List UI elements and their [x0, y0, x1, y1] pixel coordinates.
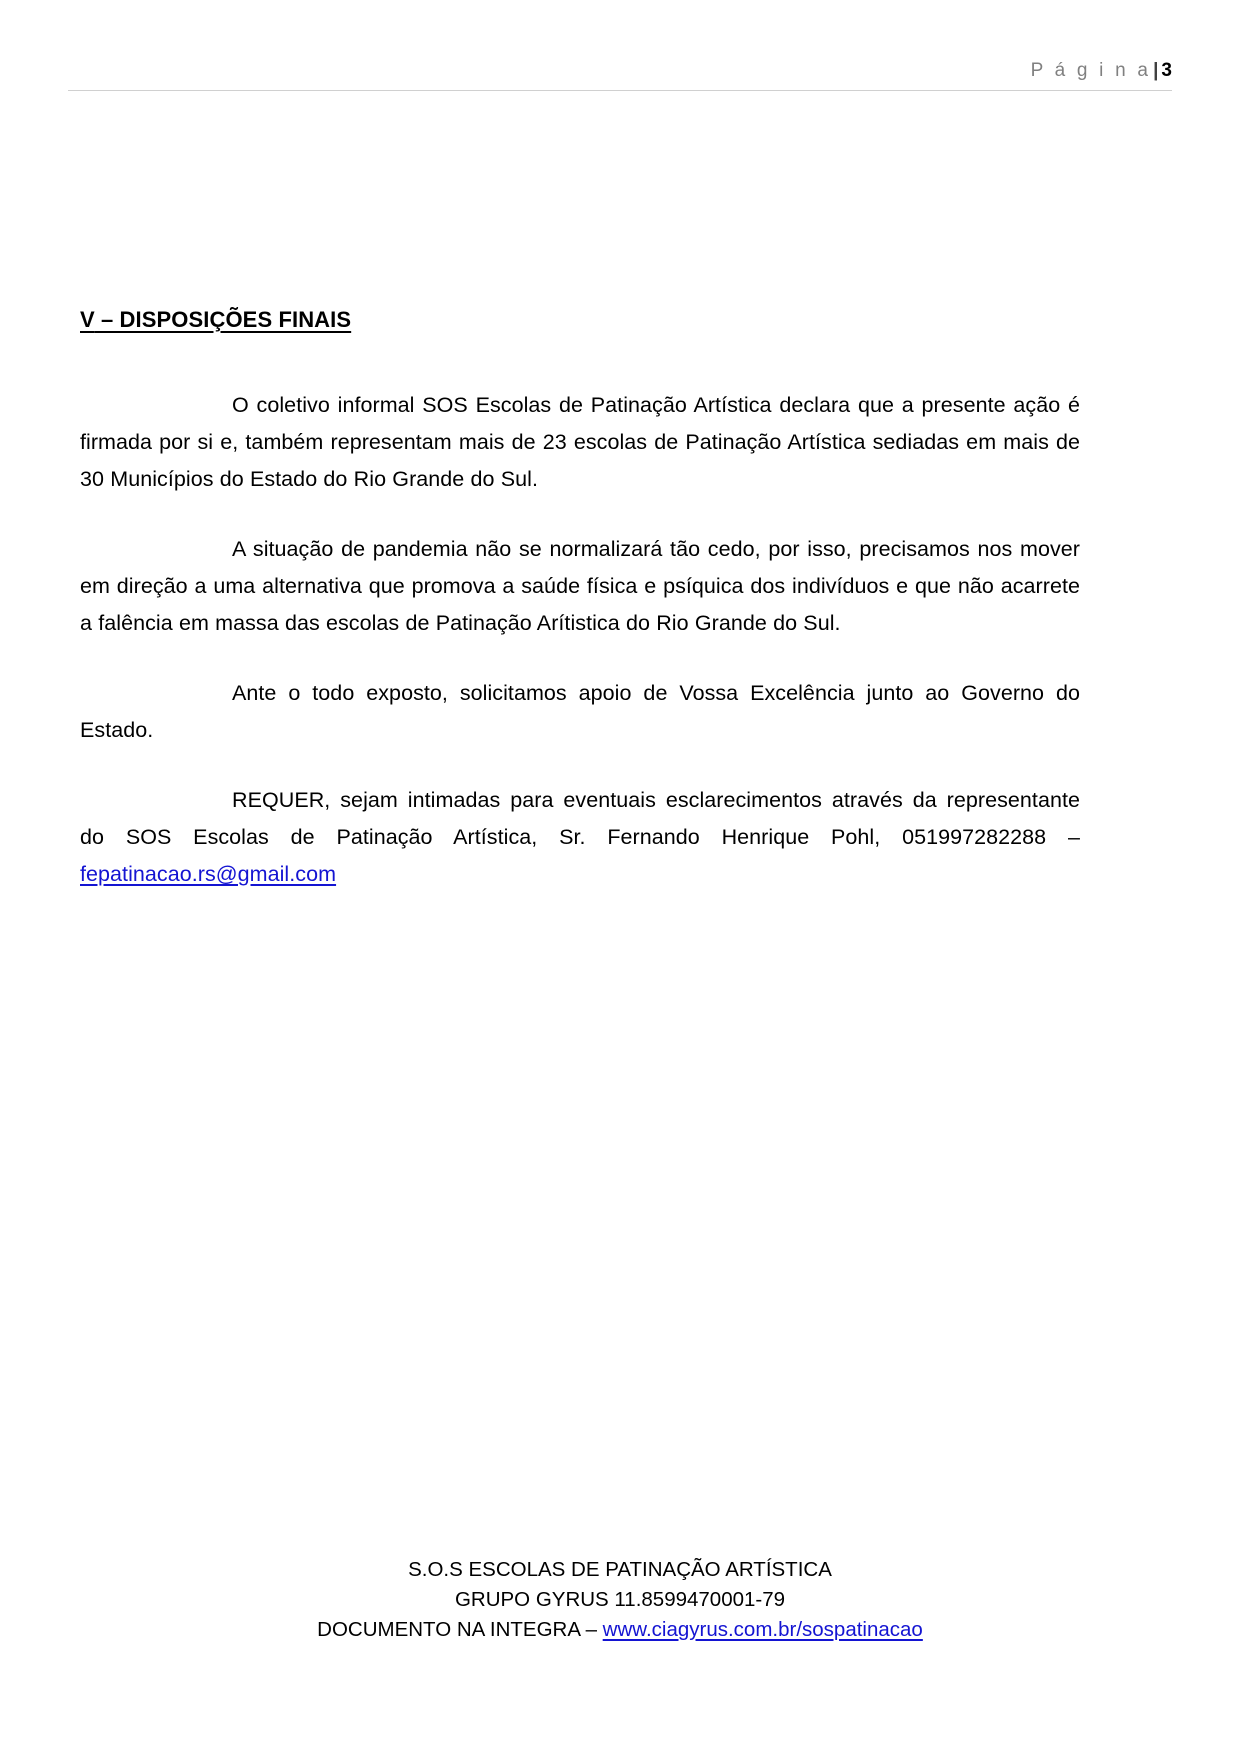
- footer-organization-name: S.O.S ESCOLAS DE PATINAÇÃO ARTÍSTICA: [408, 1558, 832, 1581]
- paragraph-apoio-text: Ante o todo exposto, solicitamos apoio de Vossa Excelência junto ao Governo do Estado.: [80, 681, 1080, 742]
- header-page-label: P á g i n a: [1030, 60, 1152, 81]
- website-link[interactable]: www.ciagyrus.com.br/sospatinacao: [602, 1618, 923, 1641]
- paragraph-requer: [80, 782, 1080, 893]
- section-heading-text: – DISPOSIÇÕES FINAIS: [94, 307, 352, 332]
- section-heading-disposicoes-finais: [80, 305, 1080, 335]
- footer-group-registration: GRUPO GYRUS 11.8599470001-79: [454, 1588, 786, 1611]
- header-page-indicator: [68, 58, 1172, 90]
- paragraph-coletivo: [80, 387, 1080, 498]
- paragraph-pandemia: [80, 531, 1080, 642]
- header-page-number: 3: [1161, 60, 1172, 81]
- header-separator: |: [1153, 60, 1159, 81]
- footer-document-link-prefix: DOCUMENTO NA INTEGRA –: [317, 1618, 603, 1641]
- email-link[interactable]: fepatinacao.rs@gmail.com: [80, 862, 337, 886]
- document-body: [80, 305, 1080, 926]
- page-footer: [0, 1555, 1240, 1645]
- footer-document-link-line: [0, 1615, 1240, 1645]
- paragraph-requer-text: REQUER, sejam intimadas para eventuais esclarecimentos através da representante do SOS Escolas de Patinação Artística, Sr. Fernando Henrique Pohl, 051997282288 –: [80, 788, 1080, 849]
- header-divider-rule: [68, 90, 1172, 91]
- page-header: [68, 58, 1172, 91]
- paragraph-coletivo-text: O coletivo informal SOS Escolas de Patinação Artística declara que a presente ação é firmada por si e, também representam mais de 23 escolas de Patinação Artística sediadas em mais de 30 Municípios do Estado do Rio Grande do Sul.: [80, 393, 1080, 491]
- paragraph-pandemia-text: A situação de pandemia não se normalizará tão cedo, por isso, precisamos nos mover em direção a uma alternativa que promova a saúde física e psíquica dos indivíduos e que não acarrete a falência em massa das escolas de Patinação Arítistica do Rio Grande do Sul.: [80, 537, 1080, 635]
- paragraph-apoio: [80, 675, 1080, 749]
- section-heading-marker: V: [80, 307, 95, 332]
